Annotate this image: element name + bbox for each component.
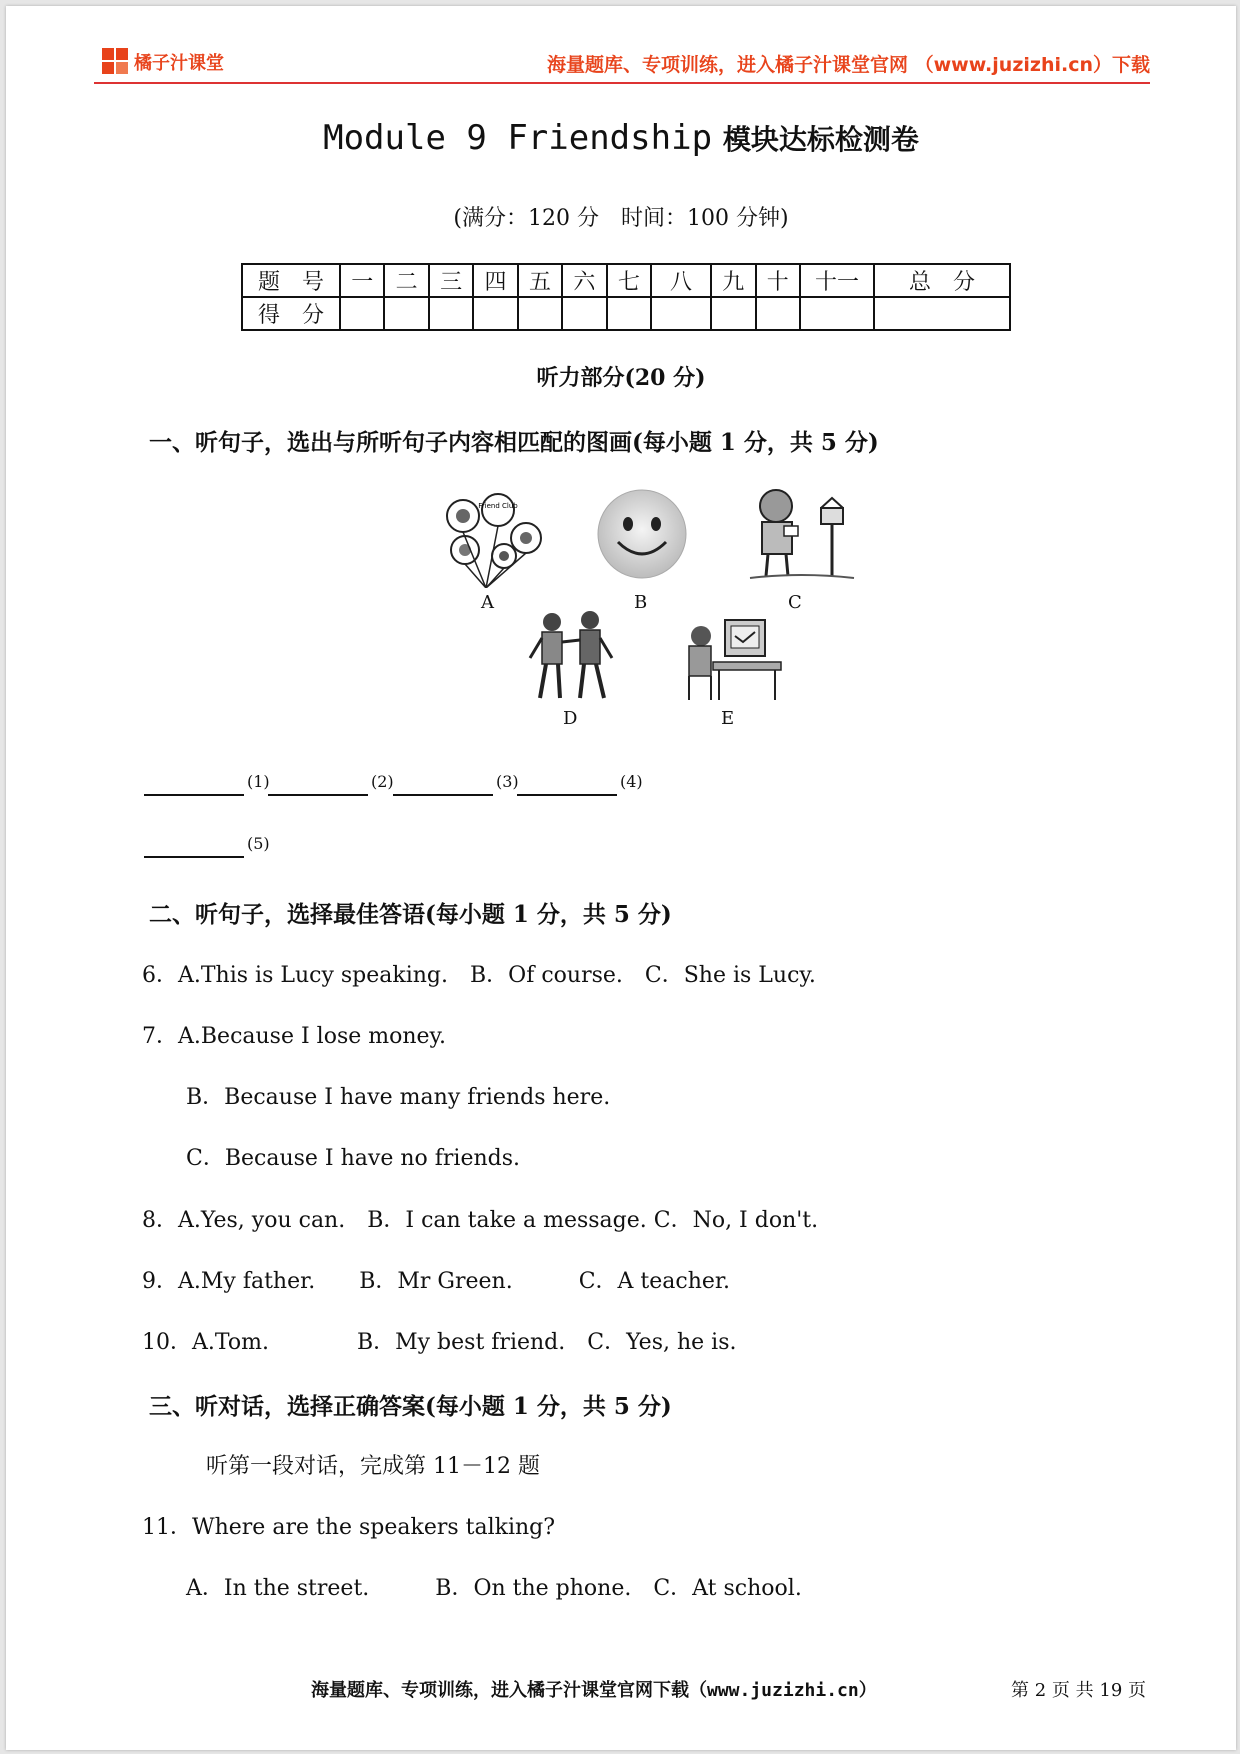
blank-label: (5) xyxy=(247,834,270,853)
score-col: 一 xyxy=(340,264,384,297)
header-download-link[interactable]: 海量题库、专项训练，进入橘子汁课堂官网 （www.juzizhi.cn）下载 xyxy=(547,54,1150,76)
listening-heading: 听力部分(20 分) xyxy=(536,365,706,391)
answer-blank-5[interactable] xyxy=(144,830,244,858)
answer-blank-3[interactable] xyxy=(393,768,493,796)
section1-heading: 一、听句子，选出与所听句子内容相匹配的图画(每小题 1 分，共 5 分) xyxy=(149,429,879,456)
answer-blank-4[interactable] xyxy=(517,768,617,796)
logo xyxy=(102,48,224,76)
boy-with-mailbox-icon xyxy=(746,484,856,584)
picture-label-d: D xyxy=(563,708,578,729)
score-col: 四 xyxy=(473,264,517,297)
score-col: 六 xyxy=(562,264,606,297)
question-10: 10．A.Tom. B．My best friend. C．Yes, he is. xyxy=(142,1330,737,1355)
question-6: 6．A.This is Lucy speaking. B．Of course. C．She is Lucy. xyxy=(142,963,816,988)
score-total-cell[interactable] xyxy=(874,297,1010,330)
score-cell[interactable] xyxy=(340,297,384,330)
logo-text: 橘子汁课堂 xyxy=(134,53,224,74)
smiley-face-icon xyxy=(594,486,690,582)
blank-label: (3) xyxy=(496,772,519,791)
score-time-info: (满分：120 分 时间：100 分钟) xyxy=(453,206,789,231)
document-page xyxy=(6,6,1236,1750)
score-table-header-row xyxy=(242,264,1010,297)
blank-label: (1) xyxy=(247,772,270,791)
blank-label: (2) xyxy=(371,772,394,791)
picture-options xyxy=(426,476,886,736)
picture-label-b: B xyxy=(634,592,648,613)
score-cell[interactable] xyxy=(800,297,874,330)
friend-club-balloons-icon xyxy=(438,488,548,588)
blank-label: (4) xyxy=(620,772,643,791)
score-table xyxy=(241,263,1011,331)
score-col: 二 xyxy=(384,264,428,297)
section3-intro: 听第一段对话，完成第 11－12 题 xyxy=(206,1454,540,1479)
footer-download-link[interactable]: 海量题库、专项训练，进入橘子汁课堂官网下载（www.juzizhi.cn） xyxy=(311,1680,877,1701)
score-cell[interactable] xyxy=(562,297,606,330)
friend-club-text: Friend Club xyxy=(478,502,518,510)
question-7: 7．A.Because I lose money. xyxy=(142,1024,447,1049)
title-en: Module 9 Friendship xyxy=(323,118,713,158)
question-7-option-b: B．Because I have many friends here. xyxy=(186,1085,611,1110)
score-col: 七 xyxy=(607,264,651,297)
picture-label-e: E xyxy=(721,708,735,729)
score-col: 十 xyxy=(756,264,801,297)
score-col: 十一 xyxy=(800,264,874,297)
score-col: 九 xyxy=(711,264,755,297)
score-cell[interactable] xyxy=(711,297,755,330)
score-cell[interactable] xyxy=(607,297,651,330)
answer-blank-2[interactable] xyxy=(268,768,368,796)
page-header xyxy=(94,46,1150,84)
question-9: 9．A.My father. B．Mr Green. C．A teacher. xyxy=(142,1269,730,1294)
score-cell[interactable] xyxy=(473,297,517,330)
score-cell[interactable] xyxy=(518,297,562,330)
score-table-value-row xyxy=(242,297,1010,330)
question-11-options: A．In the street. B．On the phone. C．At school. xyxy=(186,1576,802,1601)
question-7-option-c: C．Because I have no friends. xyxy=(186,1146,520,1171)
score-table-label: 得 分 xyxy=(242,297,340,330)
score-col: 八 xyxy=(651,264,711,297)
score-table-label: 题 号 xyxy=(242,264,340,297)
score-cell[interactable] xyxy=(756,297,801,330)
section3-heading: 三、听对话，选择正确答案(每小题 1 分，共 5 分) xyxy=(149,1393,672,1420)
title-zh: 模块达标检测卷 xyxy=(722,123,919,156)
score-total-label: 总 分 xyxy=(874,264,1010,297)
computer-user-icon xyxy=(681,614,785,702)
two-friends-icon xyxy=(522,608,622,704)
question-11: 11．Where are the speakers talking? xyxy=(142,1515,556,1540)
score-col: 三 xyxy=(429,264,473,297)
page-title xyxy=(6,118,1236,158)
score-col: 五 xyxy=(518,264,562,297)
score-cell[interactable] xyxy=(651,297,711,330)
logo-icon xyxy=(102,48,130,76)
question-8: 8．A.Yes, you can. B．I can take a message. C．No, I don't. xyxy=(142,1208,819,1233)
answer-blank-1[interactable] xyxy=(144,768,244,796)
picture-label-a: A xyxy=(481,592,494,613)
score-cell[interactable] xyxy=(384,297,428,330)
section2-heading: 二、听句子，选择最佳答语(每小题 1 分，共 5 分) xyxy=(149,901,672,928)
score-cell[interactable] xyxy=(429,297,473,330)
page-number: 第 2 页 共 19 页 xyxy=(1011,1680,1146,1701)
picture-label-c: C xyxy=(788,592,802,613)
